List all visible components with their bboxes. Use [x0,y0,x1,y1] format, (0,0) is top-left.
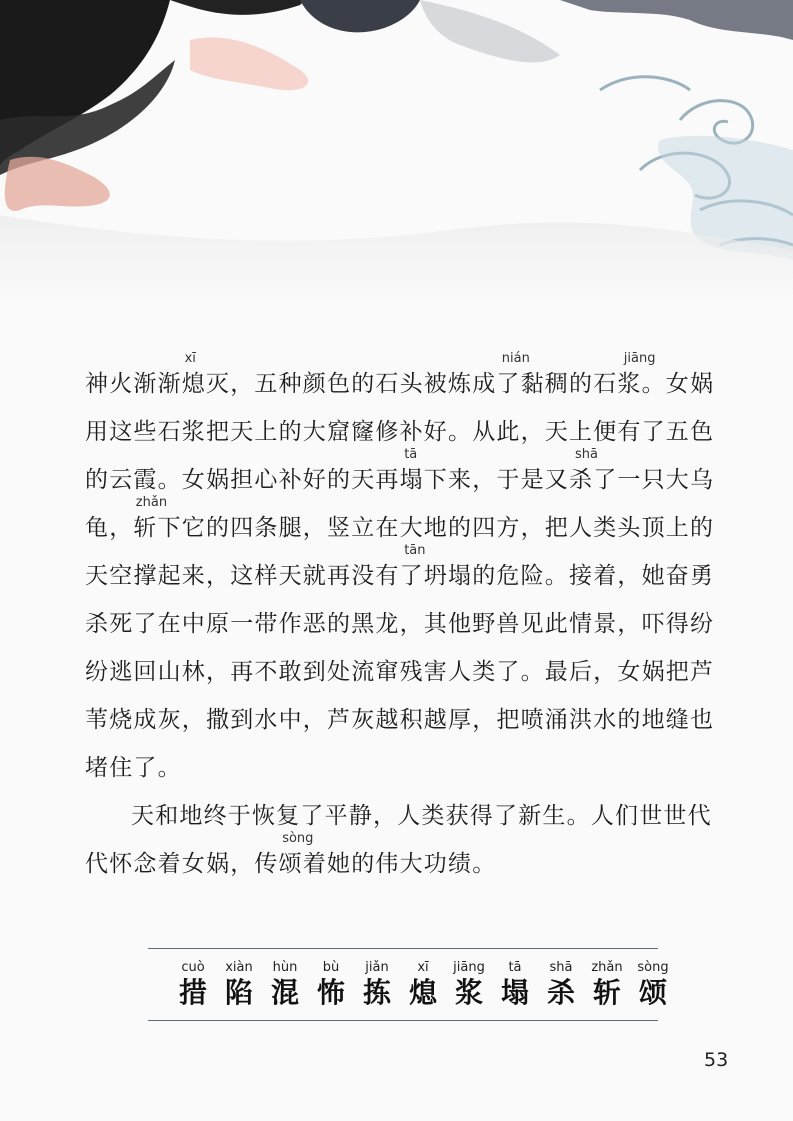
line-text: 神火渐渐熄灭，五种颜色的石头被炼成了黏稠的石浆。女娲 [85,371,715,397]
vocab-character: 浆 [454,976,483,1009]
text-line [85,688,735,736]
vocab-pinyin: hùn [272,960,298,975]
line-text: 天空撑起来，这样天就再没有了坍塌的危险。接着，她奋勇 [85,563,715,589]
vocab-pinyin: sòng [637,960,669,975]
pinyin-annotation: shā [575,447,598,462]
vocab-top-rule [148,948,658,949]
vocab-pinyin: xiàn [225,960,253,975]
text-line [85,640,735,688]
vocab-bottom-rule [148,1020,658,1021]
vocab-item [220,960,258,1011]
line-text: 用这些石浆把天上的大窟窿修补好。从此，天上便有了五色 [85,419,715,445]
vocab-character: 熄 [408,976,437,1009]
line-text: 苇烧成灰，撒到水中，芦灰越积越厚，把喷涌洪水的地缝也 [85,707,715,733]
vocab-item [404,960,442,1011]
vocab-character: 混 [270,976,299,1009]
line-text: 的云霞。女娲担心补好的天再塌下来，于是又杀了一只大乌 [85,467,715,493]
header-illustration [0,0,793,300]
vocab-pinyin: jiǎn [365,960,389,975]
line-text: 代怀念着女娲，传颂着她的伟大功绩。 [85,851,497,877]
vocab-character: 拣 [362,976,391,1009]
text-line [85,832,735,880]
vocab-pinyin: xī [417,960,429,975]
line-text: 龟，斩下它的四条腿，竖立在大地的四方，把人类头顶上的 [85,515,715,541]
vocab-character: 陷 [224,976,253,1009]
text-line [85,352,735,400]
line-text: 纷逃回山林，再不敢到处流窜残害人类了。最后，女娲把芦 [85,659,715,685]
text-line [85,496,735,544]
text-line [85,736,735,784]
vocab-pinyin: bù [322,960,340,975]
pinyin-annotation: tā [404,447,418,462]
vocab-pinyin: cuò [181,960,205,975]
pinyin-annotation: zhǎn [135,495,168,510]
vocab-item [174,960,212,1011]
text-line [85,400,735,448]
text-line [85,544,735,592]
text-line [85,448,735,496]
pinyin-annotation: sòng [282,831,314,846]
pinyin-annotation: nián [501,351,530,366]
story-text [85,352,735,880]
line-text: 杀死了在中原一带作恶的黑龙，其他野兽见此情景，吓得纷 [85,611,715,637]
text-line [85,784,735,832]
vocab-character: 杀 [546,976,575,1009]
vocab-character: 颂 [638,976,667,1009]
vocab-item [634,960,672,1011]
vocabulary-list [174,960,672,1011]
vocab-pinyin: zhǎn [591,960,623,975]
vocab-pinyin: jiāng [453,960,485,975]
page-number: 53 [704,1049,729,1071]
vocab-character: 措 [178,976,207,1009]
text-line [85,592,735,640]
pinyin-annotation: xī [184,351,196,366]
vocab-item [358,960,396,1011]
vocab-item [588,960,626,1011]
pinyin-annotation: jiāng [623,351,656,366]
vocabulary-box [148,948,669,1021]
vocab-item [542,960,580,1011]
line-text: 堵住了。 [85,755,182,781]
vocab-pinyin: shā [549,960,573,975]
pinyin-annotation: tān [404,543,426,558]
vocab-item [496,960,534,1011]
vocab-character: 怖 [316,976,345,1009]
vocab-item [266,960,304,1011]
line-text: 天和地终于恢复了平静，人类获得了新生。人们世世代 [131,803,712,829]
vocab-character: 斩 [592,976,621,1009]
vocab-item [450,960,488,1011]
vocab-item [312,960,350,1011]
vocab-character: 塌 [500,976,529,1009]
vocab-pinyin: tā [508,960,522,975]
